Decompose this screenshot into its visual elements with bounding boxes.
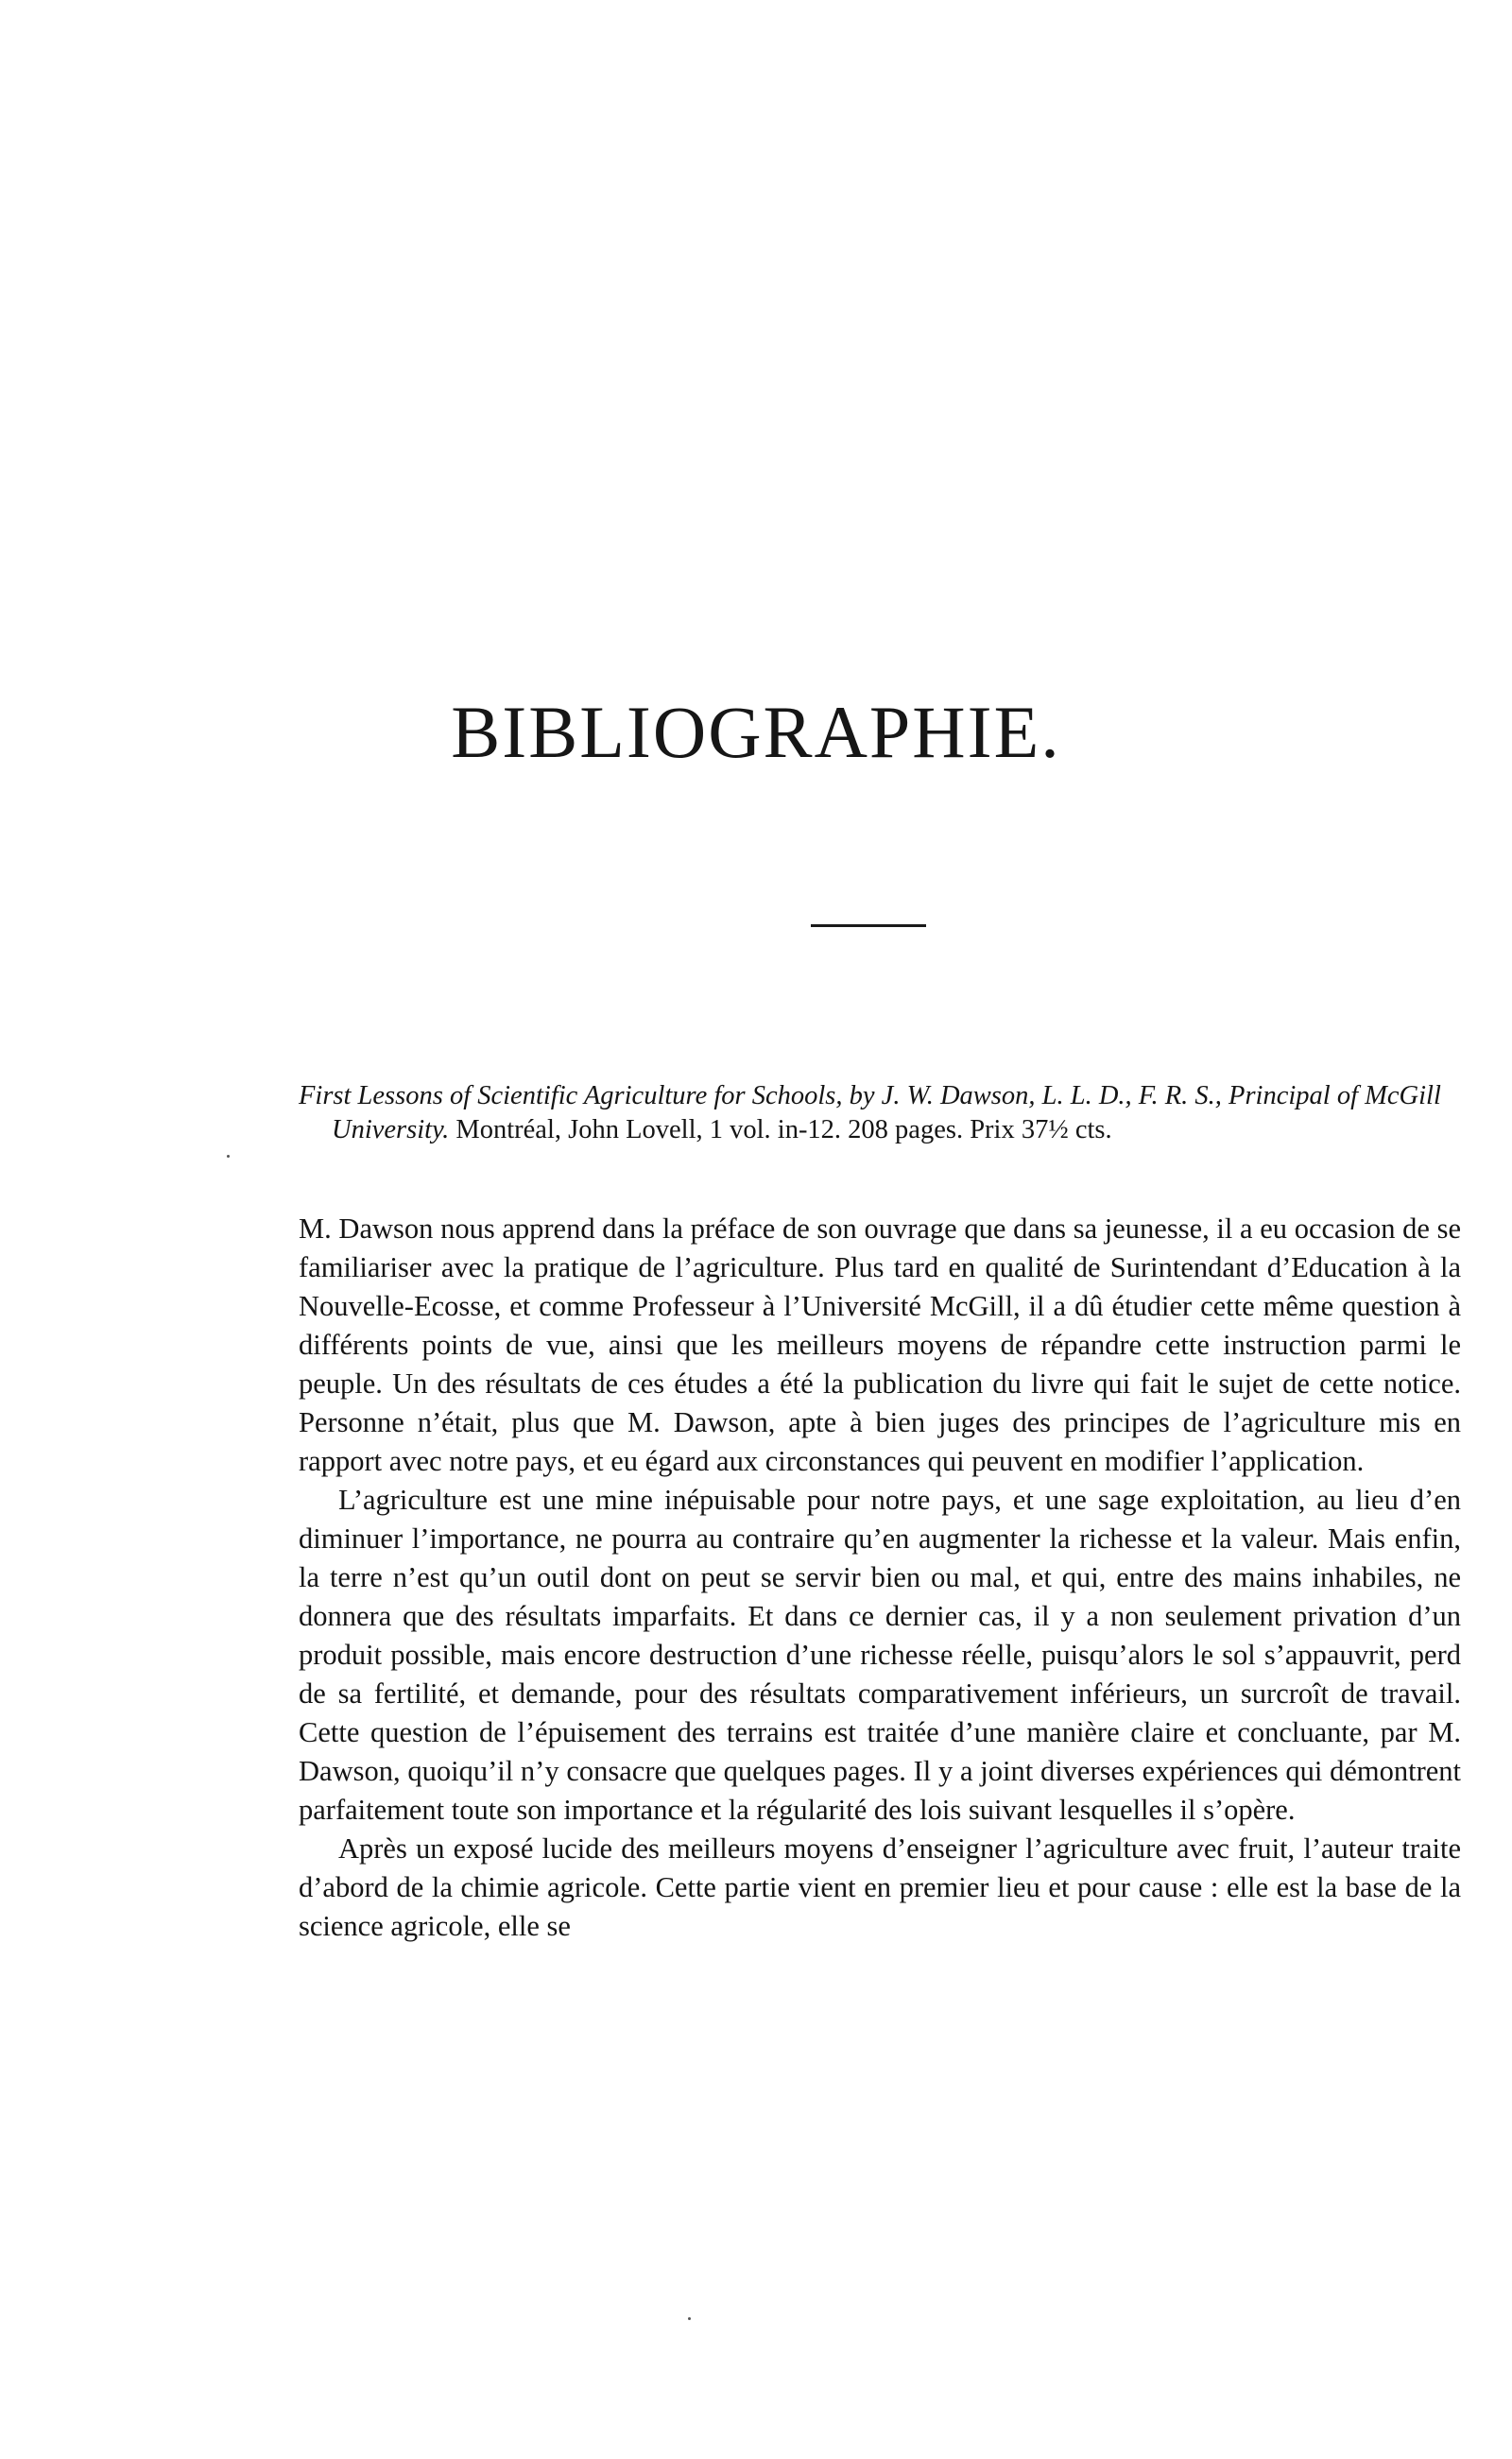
page-title: BIBLIOGRAPHIE. (451, 691, 1061, 773)
title-divider-rule (811, 924, 926, 927)
review-paragraph: Après un exposé lucide des meilleurs moyens d’enseigner l’agriculture avec fruit, l’auteur traite d’abord de la chimie agricole. Cette partie vient en premier lieu et pour cause : elle est la base de la science agricole, elle se (299, 1832, 1461, 1942)
review-paragraph: L’agriculture est une mine inépuisable pour notre pays, et une sage exploitation, au lieu d’en diminuer l’importance, ne pourra au contraire qu’en augmenter la richesse et la valeur. Mais enfin, la terre n’est qu’un outil dont on peut se servir bien ou mal, et qui, entre des mains inhabiles, ne donnera que des résultats imparfaits. Et dans ce dernier cas, il y a non seulement privation d’un produit possible, mais encore destruction d’une richesse réelle, puisqu’alors le sol s’appauvrit, perd de sa fertilité, et demande, pour des résultats comparativement inférieurs, un surcroît de travail. Cette question de l’épuisement des terrains est traitée d’une manière claire et concluante, par M. Dawson, quoiqu’il n’y consacre que quelques pages. Il y a joint diverses expériences qui démontrent parfaitement toute son importance et la régularité des lois suivant lesquelles il s’opère. (299, 1484, 1461, 1826)
book-publication-details: Montréal, John Lovell, 1 vol. in-12. 208 pages. Prix 37½ cts. (455, 1115, 1112, 1144)
margin-speck (227, 1155, 230, 1158)
book-citation (299, 1079, 1494, 1147)
bottom-speck (688, 2317, 691, 2320)
review-paragraph: M. Dawson nous apprend dans la préface de son ouvrage que dans sa jeunesse, il a eu occasion de se familiariser avec la pratique de l’agriculture. Plus tard en qualité de Surintendant d’Education à la Nouvelle-Ecosse, et comme Professeur à l’Université McGill, il a dû étudier cette même question à différents points de vue, ainsi que les meilleurs moyens de répandre cette instruction parmi le peuple. Un des résultats de ces études a été la publication du livre qui fait le sujet de cette notice. Personne n’était, plus que M. Dawson, apte à bien juges des principes de l’agriculture mis en rapport avec notre pays, et eu égard aux circonstances qui peuvent en modifier l’application. (299, 1212, 1461, 1477)
review-body (299, 1210, 1461, 1946)
book-title: First Lessons of Scientific Agriculture for Schools, by J. W. Dawson, L. L. D., F. R. S., Principal of McGill University. (299, 1081, 1441, 1144)
